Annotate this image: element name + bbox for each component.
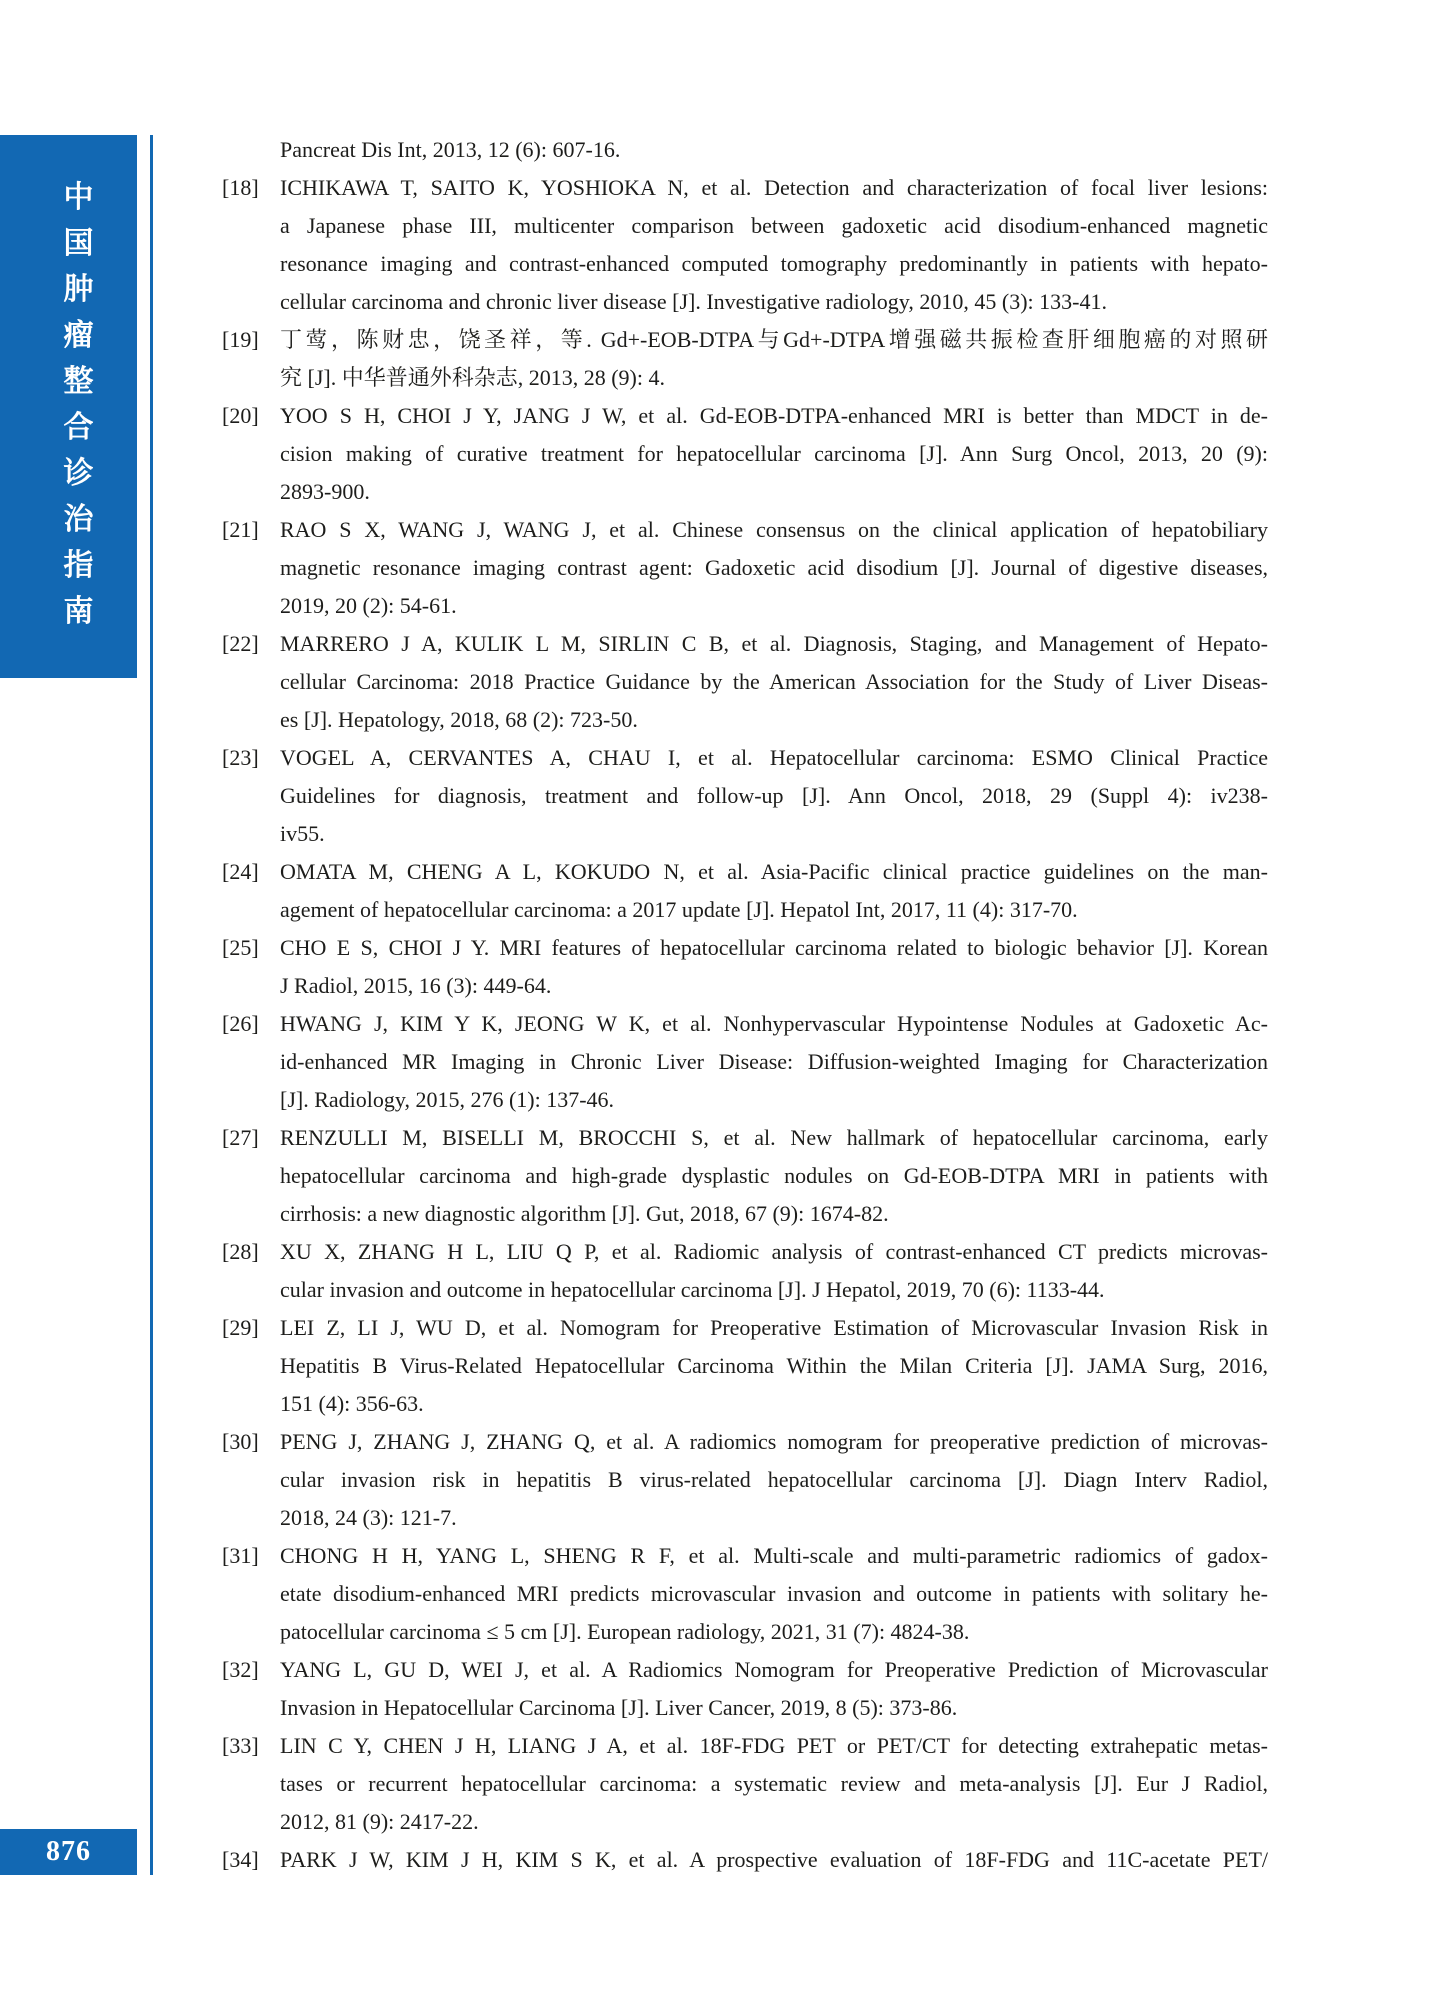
reference-item [222, 1727, 1268, 1841]
reference-number: [30] [222, 1429, 259, 1454]
reference-line: agement of hepatocellular carcinoma: a 2017 update [J]. Hepatol Int, 2017, 11 (4): 317-70. [280, 897, 1078, 922]
reference-line: cellular Carcinoma: 2018 Practice Guidance by the American Association for the Study of Liver Diseas- [280, 669, 1268, 694]
reference-line: 究 [J]. 中华普通外科杂志, 2013, 28 (9): 4. [280, 365, 665, 390]
reference-line: [J]. Radiology, 2015, 276 (1): 137-46. [280, 1087, 615, 1112]
reference-item [222, 1423, 1268, 1537]
reference-item [222, 397, 1268, 511]
reference-line: CHO E S, CHOI J Y. MRI features of hepatocellular carcinoma related to biologic behavior [J]. Korean [280, 935, 1268, 960]
reference-line: CHONG H H, YANG L, SHENG R F, et al. Multi-scale and multi-parametric radiomics of gadox- [280, 1543, 1268, 1568]
reference-line: 2893-900. [280, 479, 370, 504]
reference-line: 2012, 81 (9): 2417-22. [280, 1809, 479, 1834]
reference-line: XU X, ZHANG H L, LIU Q P, et al. Radiomic analysis of contrast-enhanced CT predicts microvas- [280, 1239, 1268, 1264]
page-number: 876 [46, 1836, 91, 1867]
reference-line: Invasion in Hepatocellular Carcinoma [J]. Liver Cancer, 2019, 8 (5): 373-86. [280, 1695, 958, 1720]
reference-number: [22] [222, 631, 259, 656]
sidebar-spine [0, 135, 137, 678]
reference-line: 151 (4): 356-63. [280, 1391, 424, 1416]
reference-line: RENZULLI M, BISELLI M, BROCCHI S, et al. New hallmark of hepatocellular carcinoma, early [280, 1125, 1268, 1150]
reference-line: id-enhanced MR Imaging in Chronic Liver Disease: Diffusion-weighted Imaging for Characterization [280, 1049, 1268, 1074]
reference-line: J Radiol, 2015, 16 (3): 449-64. [280, 973, 552, 998]
reference-line: OMATA M, CHENG A L, KOKUDO N, et al. Asia-Pacific clinical practice guidelines on the man- [280, 859, 1268, 884]
reference-line: Hepatitis B Virus-Related Hepatocellular Carcinoma Within the Milan Criteria [J]. JAMA Surg, 2016, [280, 1353, 1268, 1378]
reference-line: 丁莺，陈财忠，饶圣祥，等. Gd+-EOB-DTPA与Gd+-DTPA增强磁共振检查肝细胞癌的对照研 [280, 327, 1268, 352]
reference-item [222, 1119, 1268, 1233]
reference-number: [27] [222, 1125, 259, 1150]
reference-number: [33] [222, 1733, 259, 1758]
reference-line: Guidelines for diagnosis, treatment and follow-up [J]. Ann Oncol, 2018, 29 (Suppl 4): iv238- [280, 783, 1268, 808]
reference-line: es [J]. Hepatology, 2018, 68 (2): 723-50. [280, 707, 638, 732]
divider-line [150, 135, 153, 1875]
reference-number: [20] [222, 403, 259, 428]
reference-number: [26] [222, 1011, 259, 1036]
reference-line: cision making of curative treatment for hepatocellular carcinoma [J]. Ann Surg Oncol, 2013, 20 (9): [280, 441, 1268, 466]
reference-line: VOGEL A, CERVANTES A, CHAU I, et al. Hepatocellular carcinoma: ESMO Clinical Practice [280, 745, 1268, 770]
reference-line: 2018, 24 (3): 121-7. [280, 1505, 457, 1530]
reference-line: cular invasion risk in hepatitis B virus-related hepatocellular carcinoma [J]. Diagn Interv Radiol, [280, 1467, 1268, 1492]
reference-item [222, 321, 1268, 397]
page-number-badge [0, 1829, 137, 1875]
book-title-char: 整 [63, 365, 94, 398]
reference-number: [29] [222, 1315, 259, 1340]
book-title-char: 肿 [63, 273, 94, 306]
reference-line: YOO S H, CHOI J Y, JANG J W, et al. Gd-EOB-DTPA-enhanced MRI is better than MDCT in de- [280, 403, 1268, 428]
book-title-char: 治 [63, 503, 94, 536]
reference-item [222, 625, 1268, 739]
reference-line: MARRERO J A, KULIK L M, SIRLIN C B, et al. Diagnosis, Staging, and Management of Hepato- [280, 631, 1268, 656]
reference-item [222, 511, 1268, 625]
reference-line: 2019, 20 (2): 54-61. [280, 593, 457, 618]
reference-line: LEI Z, LI J, WU D, et al. Nomogram for Preoperative Estimation of Microvascular Invasion Risk in [280, 1315, 1268, 1340]
reference-item [222, 853, 1268, 929]
reference-line: PENG J, ZHANG J, ZHANG Q, et al. A radiomics nomogram for preoperative prediction of microvas- [280, 1429, 1268, 1454]
reference-line: cirrhosis: a new diagnostic algorithm [J]. Gut, 2018, 67 (9): 1674-82. [280, 1201, 889, 1226]
reference-item [222, 739, 1268, 853]
reference-number: [28] [222, 1239, 259, 1264]
references-list [222, 131, 1268, 1879]
reference-item [222, 929, 1268, 1005]
book-title-char: 诊 [63, 457, 94, 490]
reference-line: Pancreat Dis Int, 2013, 12 (6): 607-16. [280, 137, 621, 162]
reference-number: [34] [222, 1847, 259, 1872]
reference-number: [25] [222, 935, 259, 960]
reference-line: RAO S X, WANG J, WANG J, et al. Chinese consensus on the clinical application of hepatobiliary [280, 517, 1268, 542]
book-title-char: 合 [63, 411, 94, 444]
reference-number: [19] [222, 327, 259, 352]
reference-item [222, 1309, 1268, 1423]
reference-line: ICHIKAWA T, SAITO K, YOSHIOKA N, et al. Detection and characterization of focal liver lesions: [280, 175, 1268, 200]
reference-item [222, 1537, 1268, 1651]
reference-number: [32] [222, 1657, 259, 1682]
reference-line: PARK J W, KIM J H, KIM S K, et al. A prospective evaluation of 18F-FDG and 11C-acetate PET/ [280, 1847, 1268, 1872]
book-title-char: 国 [63, 227, 94, 260]
reference-item [222, 1651, 1268, 1727]
reference-item [222, 131, 1268, 169]
reference-line: tases or recurrent hepatocellular carcinoma: a systematic review and meta-analysis [J]. Eur J Radiol, [280, 1771, 1268, 1796]
reference-line: patocellular carcinoma ≤ 5 cm [J]. European radiology, 2021, 31 (7): 4824-38. [280, 1619, 970, 1644]
book-title-char: 瘤 [63, 319, 94, 352]
reference-line: HWANG J, KIM Y K, JEONG W K, et al. Nonhypervascular Hypointense Nodules at Gadoxetic Ac- [280, 1011, 1268, 1036]
reference-line: cellular carcinoma and chronic liver disease [J]. Investigative radiology, 2010, 45 (3): 133-41. [280, 289, 1107, 314]
reference-number: [18] [222, 175, 259, 200]
reference-line: YANG L, GU D, WEI J, et al. A Radiomics Nomogram for Preoperative Prediction of Microvascular [280, 1657, 1268, 1682]
reference-line: magnetic resonance imaging contrast agent: Gadoxetic acid disodium [J]. Journal of digestive diseases, [280, 555, 1268, 580]
reference-number: [21] [222, 517, 259, 542]
book-title-char: 指 [63, 549, 94, 582]
reference-line: hepatocellular carcinoma and high-grade dysplastic nodules on Gd-EOB-DTPA MRI in patients with [280, 1163, 1268, 1188]
book-title-char: 南 [63, 595, 94, 628]
reference-line: resonance imaging and contrast-enhanced computed tomography predominantly in patients with hepato- [280, 251, 1268, 276]
reference-item [222, 1233, 1268, 1309]
reference-line: cular invasion and outcome in hepatocellular carcinoma [J]. J Hepatol, 2019, 70 (6): 1133-44. [280, 1277, 1105, 1302]
reference-line: LIN C Y, CHEN J H, LIANG J A, et al. 18F-FDG PET or PET/CT for detecting extrahepatic metas- [280, 1733, 1268, 1758]
reference-line: a Japanese phase III, multicenter comparison between gadoxetic acid disodium-enhanced magnetic [280, 213, 1268, 238]
reference-line: etate disodium-enhanced MRI predicts microvascular invasion and outcome in patients with solitary he- [280, 1581, 1268, 1606]
reference-number: [23] [222, 745, 259, 770]
book-title-char: 中 [63, 181, 94, 214]
reference-number: [31] [222, 1543, 259, 1568]
reference-item [222, 1005, 1268, 1119]
reference-line: iv55. [280, 821, 325, 846]
reference-item [222, 1841, 1268, 1879]
reference-item [222, 169, 1268, 321]
reference-number: [24] [222, 859, 259, 884]
